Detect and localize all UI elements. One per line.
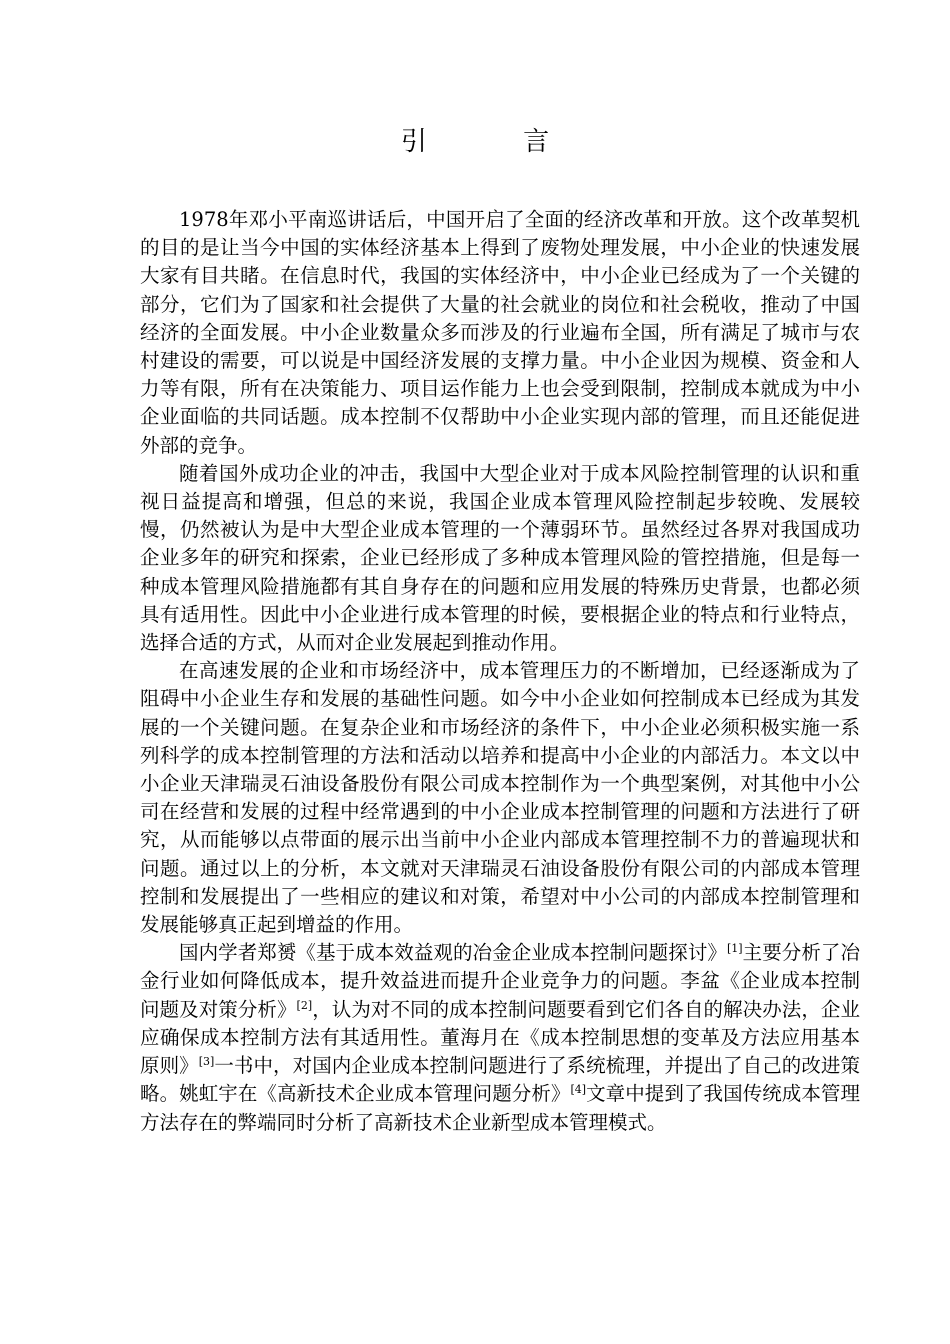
paragraph-text: 主要分析了冶金行业如何降低成本，提升效益进而提升企业竞争力的问题。李盆《企业成本控制问题及对策分析》 (140, 941, 860, 1021)
citation-marker: [4] (570, 1083, 587, 1097)
citation-marker: [2] (296, 998, 313, 1012)
paragraph-text: 在高速发展的企业和市场经济中，成本管理压力的不断增加，已经逐渐成为了阻碍中小企业生存和发展的基础性问题。如今中小企业如何控制成本已经成为其发展的一个关键问题。在复杂企业和市场经济的条件下，中小企业必须积极实施一系列科学的成本控制管理的方法和活动以培养和提高中小企业的内部活力。本文以中小企业天津瑞灵石油设备股份有限公司成本控制作为一个典型案例，对其他中小公司在经营和发展的过程中经常遇到的中小企业成本控制管理的问题和方法进行了研究，从而能够以点带面的展示出当前中小企业内部成本管理控制不力的普遍现状和问题。通过以上的分析，本文就对天津瑞灵石油设备股份有限公司的内部成本管理控制和发展提出了一些相应的建议和对策，希望对中小公司的内部成本控制管理和发展能够真正起到增益的作用。 (140, 659, 860, 937)
citation-marker: [3] (198, 1055, 215, 1069)
paragraph-text: ，认为对不同的成本控制问题要看到它们各自的解决办法，企业应确保成本控制方法有其适用性。董海月在《成本控制思想的变革及方法应用基本原则》 (140, 997, 860, 1078)
paragraph-text: 国内学者郑赟《基于成本效益观的冶金企业成本控制问题探讨》 (179, 941, 727, 965)
body-text (140, 206, 860, 1137)
paragraph-text: 随着国外成功企业的冲击，我国中大型企业对于成本风险控制管理的认识和重视日益提高和增强，但总的来说，我国企业成本管理风险控制起步较晚、发展较慢，仍然被认为是中大型企业成本管理的一个薄弱环节。虽然经过各界对我国成功企业多年的研究和探索，企业已经形成了多种成本管理风险的管控措施，但是每一种成本管理风险措施都有其自身存在的问题和应用发展的特殊历史背景，也都必须具有适用性。因此中小企业进行成本管理的时候，要根据企业的特点和行业特点，选择合适的方式，从而对企业发展起到推动作用。 (140, 461, 860, 655)
paragraph-text: 1978年邓小平南巡讲话后，中国开启了全面的经济改革和开放。这个改革契机的目的是让当今中国的实体经济基本上得到了废物处理发展，中小企业的快速发展大家有目共睹。在信息时代，我国的实体经济中，中小企业已经成为了一个关键的部分，它们为了国家和社会提供了大量的社会就业的岗位和社会税收，推动了中国经济的全面发展。中小企业数量众多而涉及的行业遍布全国，所有满足了城市与农村建设的需要，可以说是中国经济发展的支撑力量。中小企业因为规模、资金和人力等有限，所有在决策能力、项目运作能力上也会受到限制，控制成本就成为中小企业面临的共同话题。成本控制不仅帮助中小企业实现内部的管理，而且还能促进外部的竞争。 (140, 208, 860, 457)
paragraph-text: 文章中提到了我国传统成本管理方法存在的弊端同时分析了高新技术企业新型成本管理模式。 (140, 1082, 860, 1134)
paragraph-1 (140, 206, 860, 460)
page-title: 引 言 (400, 127, 594, 157)
citation-marker: [1] (726, 942, 743, 956)
paragraph-3 (140, 657, 860, 939)
paragraph-4 (140, 939, 860, 1136)
paragraph-2 (140, 460, 860, 657)
paragraph-text: 一书中，对国内企业成本控制问题进行了系统梳理，并提出了自己的改进策略。姚虹宇在《高新技术企业成本管理问题分析》 (140, 1054, 860, 1106)
